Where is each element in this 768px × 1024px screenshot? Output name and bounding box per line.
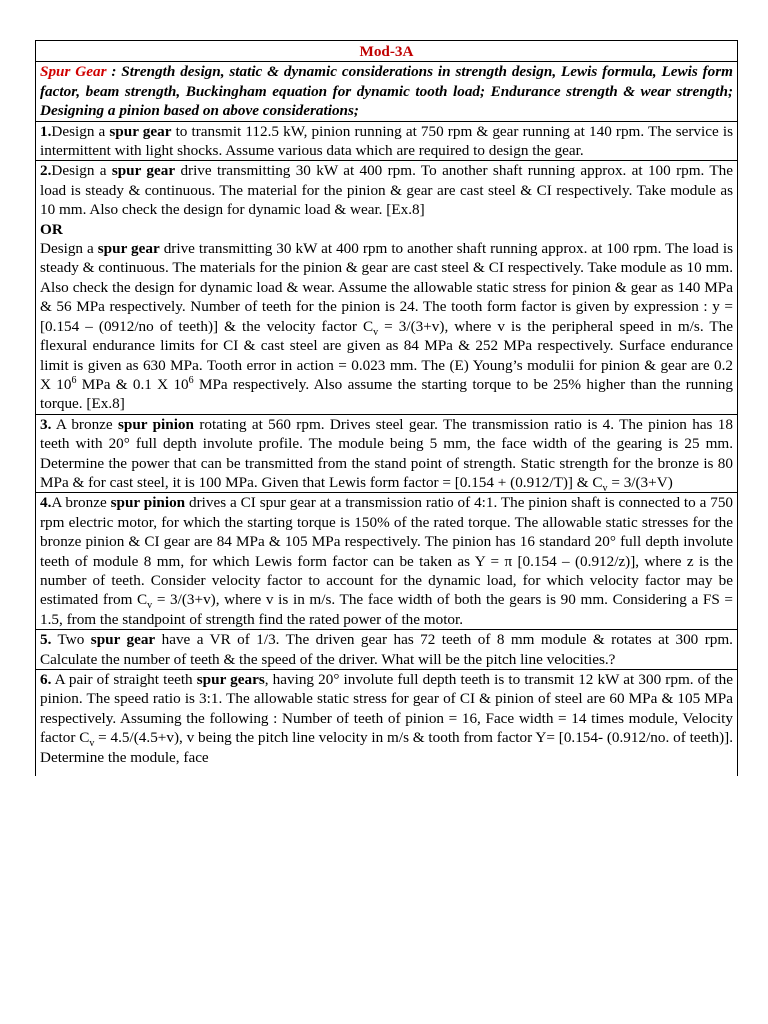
q5-number: 5. bbox=[40, 631, 52, 649]
q2-text: drive transmitting 30 kW at 400 rpm. To another shaft running approx. at 100 rpm. The load is steady & continuous. The material for the pinion & gear are cast steel & CI respectively. Take module as 10 mm. Also check the design for dynamic load & wear. [Ex.8] bbox=[40, 162, 733, 219]
q4-pre: A bronze bbox=[51, 494, 111, 512]
q5-keyword: spur gear bbox=[90, 631, 156, 649]
topic-lead: Spur Gear bbox=[40, 63, 107, 81]
q5-text: have a VR of 1/3. The driven gear has 72 teeth of 8 mm module & rotates at 300 rpm. Calculate the number of teeth & the speed of the driver. What will be the pitch line velocities.? bbox=[40, 631, 733, 668]
q4-sub: v bbox=[147, 600, 153, 612]
q2-alt-text-c: MPa & 0.1 X 10 bbox=[76, 375, 189, 393]
q1-text: to transmit 112.5 kW, pinion running at 750 rpm & gear running at 140 rpm. The service is intermittent with light shocks. Assume various data which are required to design the gear. bbox=[40, 122, 733, 160]
q3-keyword: spur pinion bbox=[118, 415, 194, 433]
q2-alt-text-a: drive transmitting 30 kW at 400 rpm to another shaft running approx. at 100 rpm. The load is steady & continuous. The materials for the pinion & gear are cast steel & CI respectively. Take module as 10 mm. Also check the design for dynamic load & wear. Assume the allowable static stress for pinion & gear as 140 MPa & 56 MPa respectively. Number of teeth for the pinion is 24. The tooth form factor is given by expression : y = [0.154 – (0912/no of teeth)] & the velocity factor C bbox=[40, 240, 733, 335]
question-2 bbox=[35, 160, 738, 413]
q3-pre: A bronze bbox=[51, 415, 118, 433]
topic-row bbox=[35, 61, 738, 120]
question-1 bbox=[35, 121, 738, 161]
q2-keyword: spur gear bbox=[111, 162, 176, 180]
q4-number: 4. bbox=[40, 494, 52, 512]
module-title: Mod-3A bbox=[35, 40, 738, 61]
q6-text-b: = 4.5/(4.5+v), v being the pitch line velocity in m/s & tooth from factor Y= [0.154- (0.912/no. of teeth)]. Determine the module, face bbox=[40, 729, 733, 766]
q1-keyword: spur gear bbox=[109, 122, 172, 140]
q2-or: OR bbox=[40, 220, 63, 238]
q3-number: 3. bbox=[40, 415, 52, 433]
q6-text-a: , having 20° involute full depth teeth is to transmit 12 kW at 300 rpm. of the pinion. The speed ratio is 3:1. The allowable static stress for gear of CI & pinion of steel are 60 MPa & 105 MPa respectively. Assuming the following : Number of teeth of pinion = 16, Face width = 14 times module, Velocity factor C bbox=[40, 671, 734, 747]
q3-text-a: rotating at 560 rpm. Drives steel gear. The transmission ratio is 4. The pinion has 18 teeth with 20° full depth involute profile. The module being 5 mm, the face width of the gearing is 25 mm. Determine the power that can be transmitted from the stand point of strength. Static strength for the bronze is 80 MPa & for cast steel, it is 100 MPa. Given that Lewis form factor = [0.154 + (0.912/T)] & C bbox=[40, 415, 733, 491]
q2-alt-text-b: = 3/(3+v), where v is the peripheral speed in m/s. The flexural endurance limits for CI & cast steel are given as 84 MPa & 252 MPa respectively. Surface endurance limit is given as 630 MPa. Tooth error in action = 0.023 mm. The (E) Young’s modulii for pinion & gear are 0.2 X 10 bbox=[40, 317, 733, 393]
question-4 bbox=[35, 492, 738, 629]
q6-number: 6. bbox=[40, 671, 52, 688]
q2-pre: Design a bbox=[51, 162, 112, 180]
q1-pre: Design a bbox=[51, 122, 110, 140]
question-6 bbox=[35, 669, 738, 776]
topic-text: : Strength design, static & dynamic considerations in strength design, Lewis formula, Lewis form factor, beam strength, Buckingham equation for dynamic tooth load; Endurance strength & wear strength; Designing a pinion based on above considerations; bbox=[40, 63, 733, 120]
question-5 bbox=[35, 629, 738, 669]
q2-alt-text-d: MPa respectively. Also assume the starting torque to be 25% higher than the running torque. [Ex.8] bbox=[40, 375, 733, 413]
q2-alt-sup2: 6 bbox=[188, 374, 194, 386]
question-3 bbox=[35, 414, 738, 493]
q2-alt-sup1: 6 bbox=[71, 374, 77, 386]
q3-text-b: = 3/(3+V) bbox=[607, 473, 673, 491]
q5-pre: Two bbox=[51, 631, 91, 649]
q2-alt-keyword: spur gear bbox=[97, 240, 160, 258]
q4-keyword: spur pinion bbox=[110, 494, 186, 512]
question-sheet bbox=[35, 40, 738, 776]
q2-alt-pre: Design a bbox=[40, 240, 98, 258]
q4-text-b: = 3/(3+v), where v is in m/s. The face width of both the gears is 90 mm. Considering a FS = 1.5, from the standpoint of strength find the rated power of the motor. bbox=[40, 591, 733, 628]
q1-number: 1. bbox=[40, 122, 52, 140]
q6-keyword: spur gears bbox=[196, 671, 265, 688]
q2-number: 2. bbox=[40, 162, 52, 180]
q6-sub: v bbox=[89, 738, 95, 750]
q3-sub: v bbox=[602, 482, 608, 494]
q2-alt-sub: v bbox=[373, 326, 379, 338]
q4-text-a: drives a CI spur gear at a transmission ratio of 4:1. The pinion shaft is connected to a 750 rpm electric motor, for which the starting torque is 150% of the rated torque. The allowable static stresses for the bronze pinion & CI gear are 84 MPa & 105 MPa respectively. The pinion has 16 standard 20° full depth involute teeth of module 8 mm, for which Lewis form factor can be taken as Y = π [0.154 – (0.912/z)], where z is the number of teeth. Consider velocity factor to account for the dynamic load, for which velocity factor may be estimated from C bbox=[40, 494, 734, 609]
q6-pre: A pair of straight teeth bbox=[51, 671, 197, 688]
